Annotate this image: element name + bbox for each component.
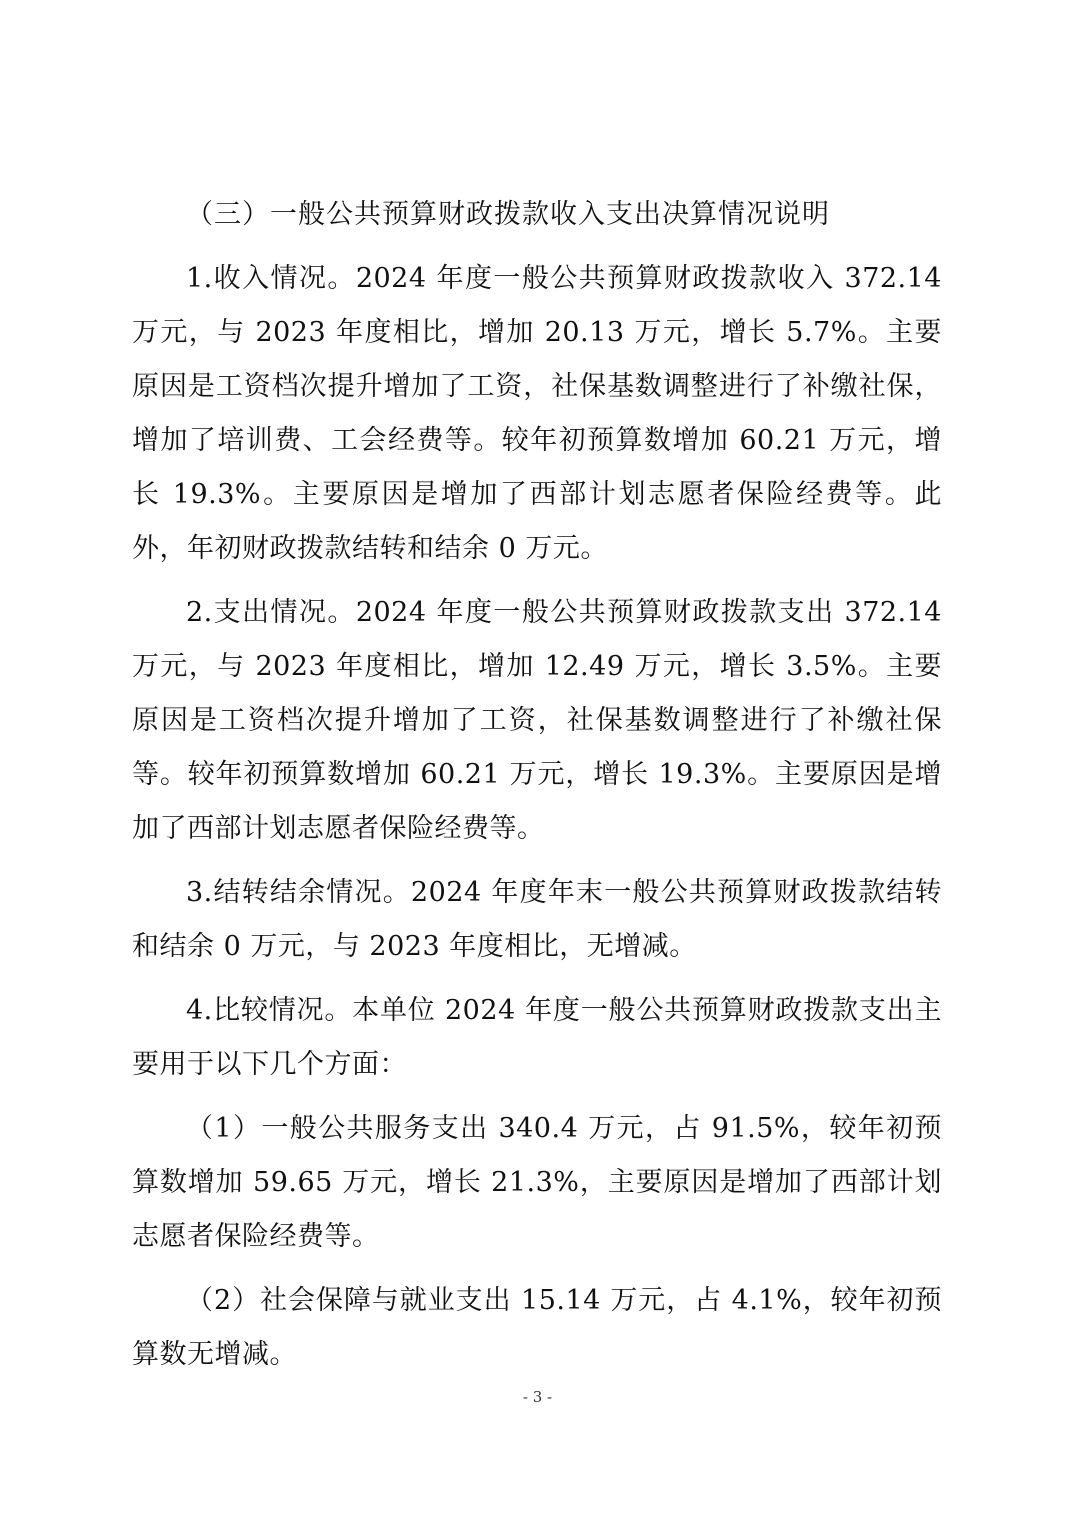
page-number: - 3 - — [522, 1388, 553, 1406]
section-heading: （三）一般公共预算财政拨款收入支出决算情况说明 — [186, 199, 830, 230]
paragraph-carryover: 3.结转结余情况。2024 年度年末一般公共预算财政拨款结转和结余 0 万元，与 2023 年度相比，无增减。 — [132, 877, 942, 962]
document-body — [132, 188, 942, 1392]
paragraph-income: 1.收入情况。2024 年度一般公共预算财政拨款收入 372.14 万元，与 2023 年度相比，增加 20.13 万元，增长 5.7%。主要原因是工资档次提升增加了工资，社保基数调整进行了补缴社保，增加了培训费、工会经费等。较年初预算数增加 60.21 万元，增长 19.3%。主要原因是增加了西部计划志愿者保险经费等。此外，年初财政拨款结转和结余 0 万元。 — [132, 263, 942, 564]
paragraph-social-security: （2）社会保障与就业支出 15.14 万元，占 4.1%，较年初预算数无增减。 — [132, 1285, 942, 1370]
paragraph-comparison: 4.比较情况。本单位 2024 年度一般公共预算财政拨款支出主要用于以下几个方面： — [132, 995, 942, 1080]
paragraph-general-public-services: （1）一般公共服务支出 340.4 万元，占 91.5%，较年初预算数增加 59.65 万元，增长 21.3%，主要原因是增加了西部计划志愿者保险经费等。 — [132, 1113, 942, 1252]
paragraph-expenditure: 2.支出情况。2024 年度一般公共预算财政拨款支出 372.14 万元，与 2023 年度相比，增加 12.49 万元，增长 3.5%。主要原因是工资档次提升增加了工资，社保基数调整进行了补缴社保等。较年初预算数增加 60.21 万元，增长 19.3%。主要原因是增加了西部计划志愿者保险经费等。 — [132, 597, 942, 844]
